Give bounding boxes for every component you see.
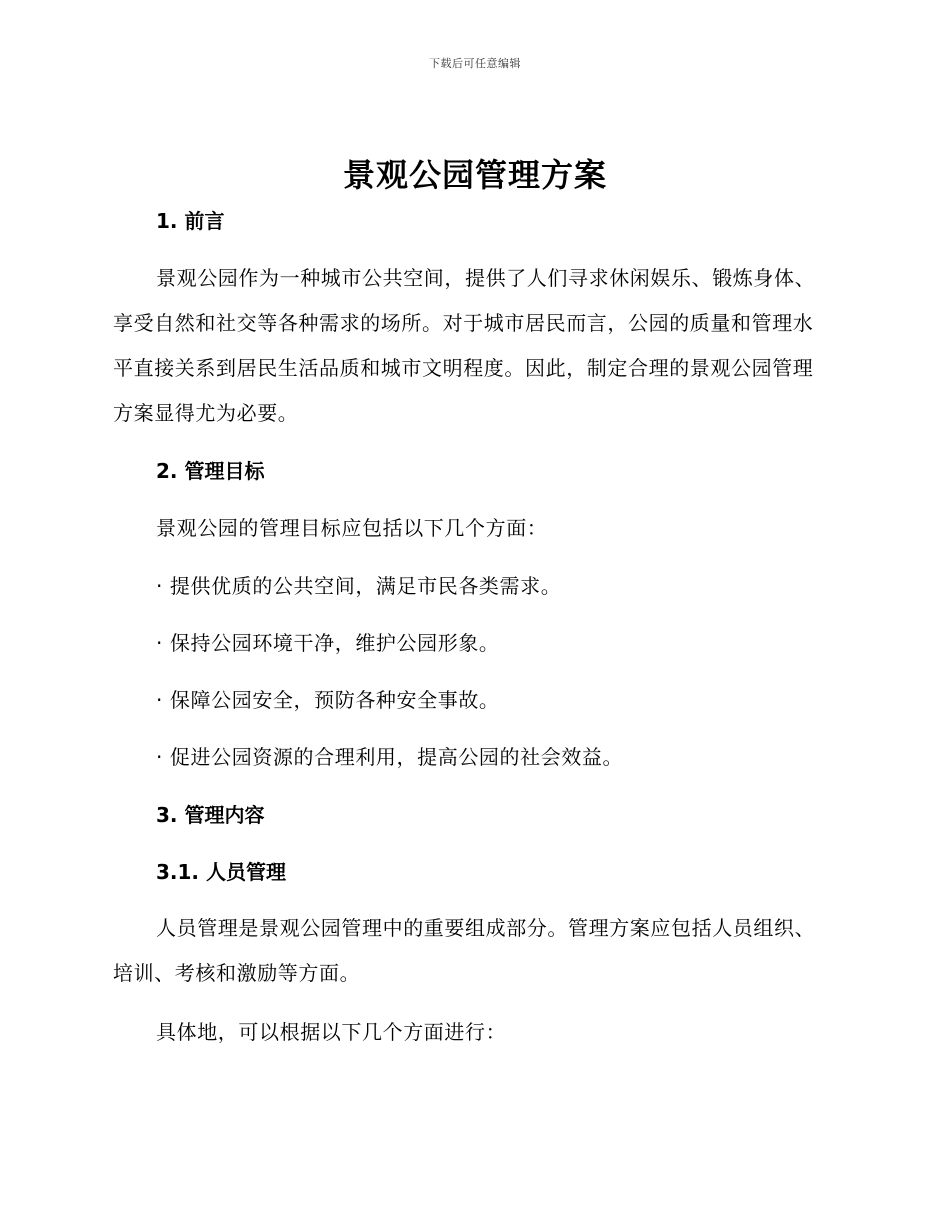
goals-intro: 景观公园的管理目标应包括以下几个方面： (156, 516, 548, 540)
personnel-lead: 具体地，可以根据以下几个方面进行： (156, 1020, 507, 1044)
goal-bullet-3: · 保障公园安全，预防各种安全事故。 (156, 688, 500, 712)
section-heading-goals: 2. 管理目标 (156, 459, 265, 483)
goal-bullet-2: · 保持公园环境干净，维护公园形象。 (156, 631, 500, 655)
subsection-heading-personnel: 3.1. 人员管理 (156, 860, 286, 884)
header-note: 下载后可任意编辑 (429, 57, 521, 70)
section-heading-content: 3. 管理内容 (156, 803, 265, 827)
goal-bullet-4: · 促进公园资源的合理利用，提高公园的社会效益。 (156, 745, 624, 769)
section-heading-intro: 1. 前言 (156, 209, 225, 233)
personnel-paragraph: 人员管理是景观公园管理中的重要组成部分。管理方案应包括人员组织、培训、考核和激励等方面。 (113, 916, 816, 985)
goal-bullet-1: · 提供优质的公共空间，满足市民各类需求。 (156, 574, 562, 598)
intro-paragraph: 景观公园作为一种城市公共空间，提供了人们寻求休闲娱乐、锻炼身体、享受自然和社交等各种需求的场所。对于城市居民而言，公园的质量和管理水平直接关系到居民生活品质和城市文明程度。因此，制定合理的景观公园管理方案显得尤为必要。 (113, 266, 816, 425)
document-title: 景观公园管理方案 (342, 156, 607, 194)
